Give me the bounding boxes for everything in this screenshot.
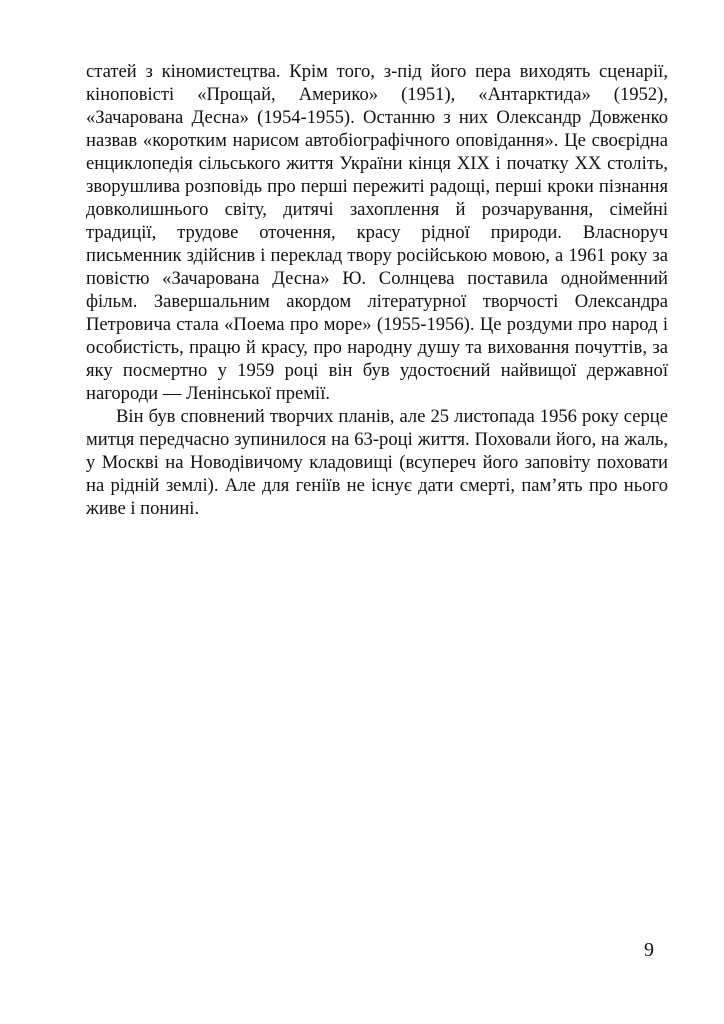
page-number: 9	[644, 939, 654, 961]
body-text	[86, 60, 668, 520]
paragraph: Він був сповнений творчих планів, але 25 листопада 1956 року серце митця передчасно зупинилося на 63-році життя. Поховали його, на жаль, у Москві на Новодівичому кладовищі (всупереч його заповіту поховати на рідній землі). Але для геніїв не існує дати смерті, пам’ять про нього живе і понині.	[86, 406, 668, 519]
paragraph-continued: статей з кіномистецтва. Крім того, з-під його пера виходять сценарії, кіноповісті «Прощай, Америко» (1951), «Антарктида» (1952), «Зачарована Десна» (1954-1955). Останню з них Олександр Довженко назвав «коротким нарисом автобіографічного оповідання». Це своєрідна енциклопедія сільського життя України кінця XIX і початку XX століть, зворушлива розповідь про перші пережиті радощі, перші кроки пізнання довколишнього світу, дитячі захоплення й розчарування, сімейні традиції, трудове оточення, красу рідної природи. Власноруч письменник здійснив і переклад твору російською мовою, а 1961 року за повістю «Зачарована Десна» Ю. Солнцева поставила однойменний фільм. Завершальним акордом літературної творчості Олександра Петровича стала «Поема про море» (1955-1956). Це роздуми про народ і особистість, працю й красу, про народну душу та виховання почуттів, за яку посмертно у 1959 році він був удостоєний найвищої державної нагороди — Ленінської премії.	[86, 61, 668, 404]
